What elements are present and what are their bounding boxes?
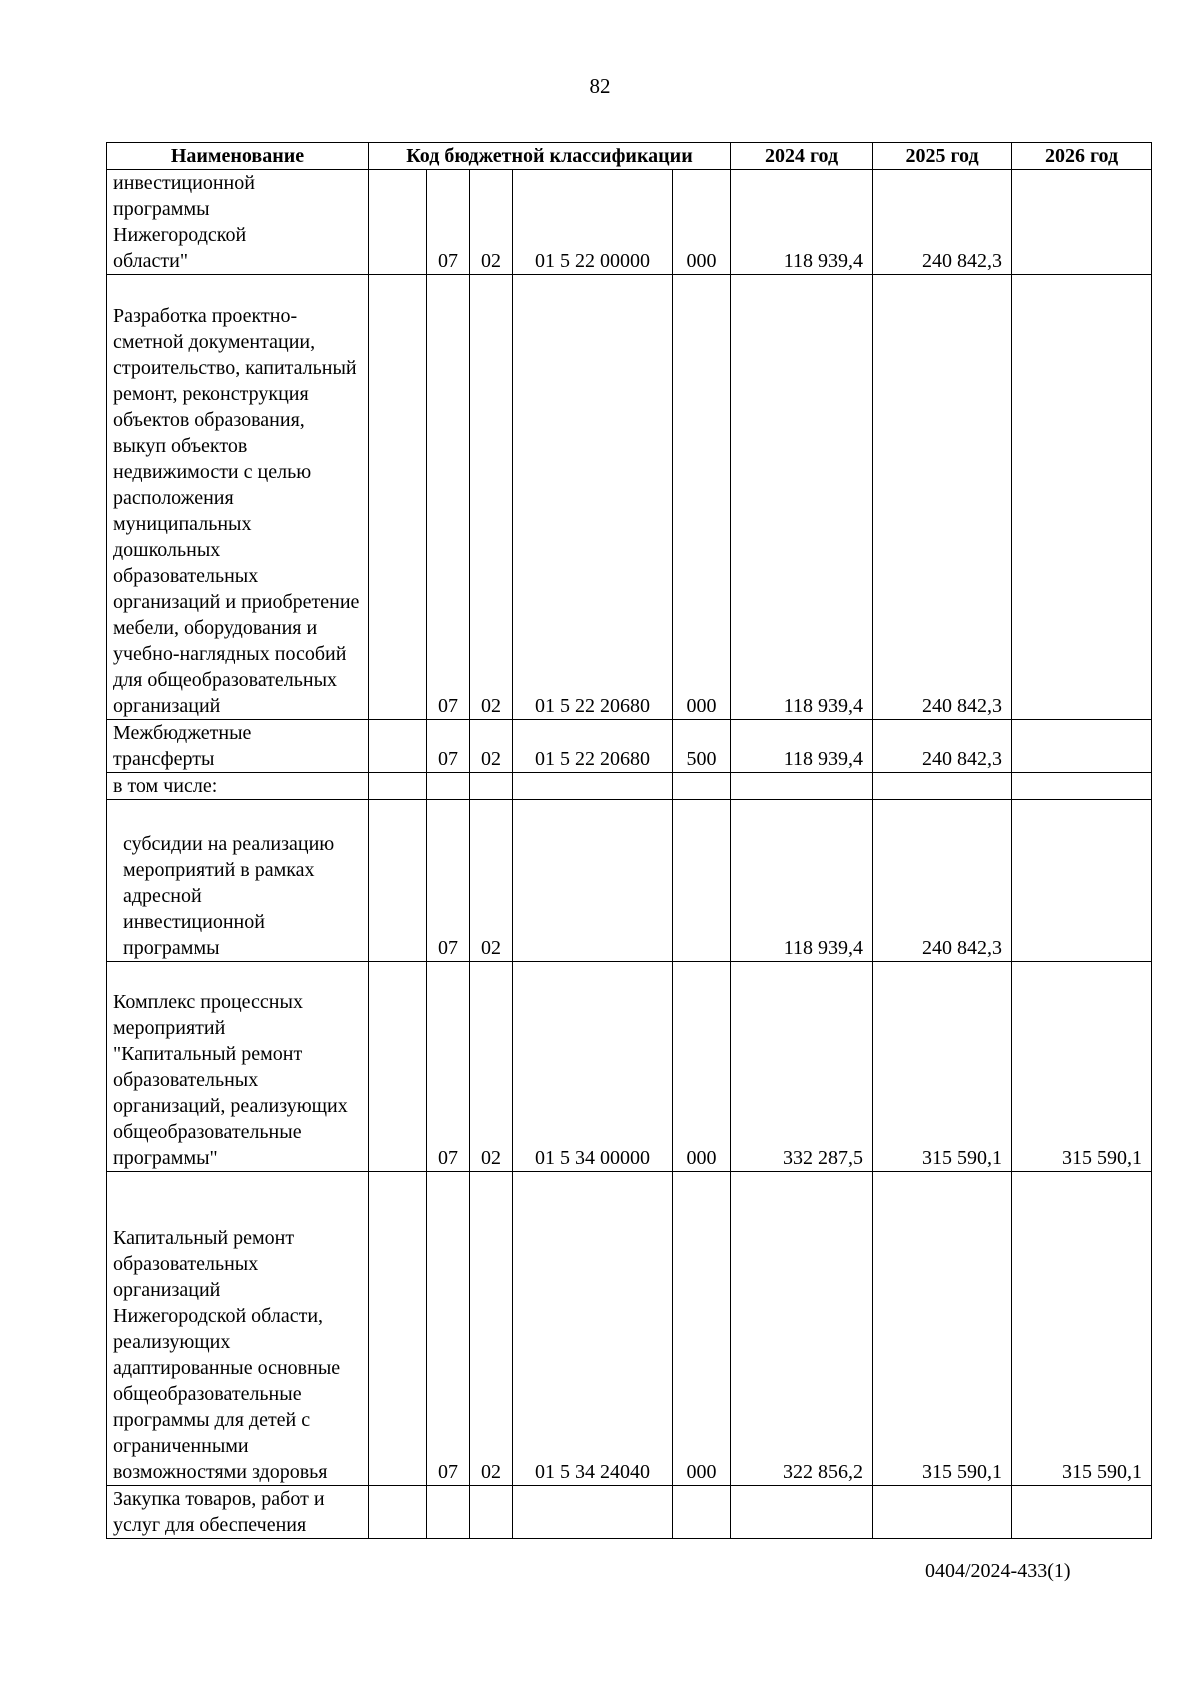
row-name: субсидии на реализацию мероприятий в рамках адресной инвестиционной программы [107,800,369,962]
row-section: 07 [427,275,470,720]
row-2024 [731,1486,873,1539]
row-name: Комплекс процессных мероприятий "Капитальный ремонт образовательных организаций, реализующих общеобразовательные программы" [107,962,369,1172]
empty-cell [369,773,427,800]
table-row [107,720,1152,773]
row-2025: 240 842,3 [873,720,1012,773]
row-expense-type: 000 [673,275,731,720]
table-row [107,773,1152,800]
row-2025 [873,1486,1012,1539]
empty-cell [369,962,427,1172]
row-2024: 332 287,5 [731,962,873,1172]
row-2025: 315 590,1 [873,1172,1012,1486]
row-2024: 118 939,4 [731,800,873,962]
row-name: Закупка товаров, работ и услуг для обеспечения [107,1486,369,1539]
row-expense-type: 000 [673,170,731,275]
row-section [427,773,470,800]
row-section: 07 [427,962,470,1172]
row-name: инвестиционной программы Нижегородской области" [107,170,369,275]
row-name: Межбюджетные трансферты [107,720,369,773]
row-subsection: 02 [470,275,513,720]
empty-cell [369,275,427,720]
row-2026 [1012,275,1152,720]
header-name: Наименование [107,143,369,170]
row-subsection [470,773,513,800]
row-target-code: 01 5 22 20680 [513,720,673,773]
row-section: 07 [427,800,470,962]
table-row [107,1486,1152,1539]
budget-table [106,142,1152,1539]
row-target-code [513,800,673,962]
row-subsection: 02 [470,962,513,1172]
row-section: 07 [427,1172,470,1486]
row-subsection: 02 [470,800,513,962]
row-target-code [513,773,673,800]
table-row [107,1172,1152,1486]
row-name: Разработка проектно-сметной документации, строительство, капитальный ремонт, реконструкция объектов образования, выкуп объектов недвижимости с целью расположения муниципальных дошкольных образовательных организаций и приобретение мебели, оборудования и учебно-наглядных пособий для общеобразовательных организаций [107,275,369,720]
table-row [107,800,1152,962]
header-2024: 2024 год [731,143,873,170]
empty-cell [369,1172,427,1486]
row-target-code: 01 5 22 00000 [513,170,673,275]
row-2024: 322 856,2 [731,1172,873,1486]
row-expense-type [673,773,731,800]
row-expense-type [673,1486,731,1539]
table-row [107,170,1152,275]
row-2026 [1012,773,1152,800]
row-2024 [731,773,873,800]
header-2026: 2026 год [1012,143,1152,170]
row-2026: 315 590,1 [1012,1172,1152,1486]
row-2024: 118 939,4 [731,720,873,773]
row-target-code: 01 5 34 24040 [513,1172,673,1486]
document-code: 0404/2024-433(1) [925,1560,1071,1582]
row-2024: 118 939,4 [731,275,873,720]
empty-cell [369,720,427,773]
row-2025 [873,773,1012,800]
table-row [107,275,1152,720]
row-subsection: 02 [470,720,513,773]
row-section: 07 [427,720,470,773]
empty-cell [369,1486,427,1539]
row-subsection: 02 [470,170,513,275]
row-2026: 315 590,1 [1012,962,1152,1172]
empty-cell [369,800,427,962]
row-2026 [1012,720,1152,773]
row-expense-type [673,800,731,962]
row-subsection: 02 [470,1172,513,1486]
row-subsection [470,1486,513,1539]
row-2025: 240 842,3 [873,170,1012,275]
row-target-code: 01 5 34 00000 [513,962,673,1172]
row-expense-type: 000 [673,962,731,1172]
row-2026 [1012,170,1152,275]
row-name: в том числе: [107,773,369,800]
row-name: Капитальный ремонт образовательных организаций Нижегородской области, реализующих адаптированные основные общеобразовательные программы для детей с ограниченными возможностями здоровья [107,1172,369,1486]
row-expense-type: 500 [673,720,731,773]
table-header-row [107,143,1152,170]
table-row [107,962,1152,1172]
row-2024: 118 939,4 [731,170,873,275]
page-number: 82 [589,74,611,98]
row-2025: 315 590,1 [873,962,1012,1172]
row-section [427,1486,470,1539]
row-2026 [1012,800,1152,962]
row-expense-type: 000 [673,1172,731,1486]
row-2025: 240 842,3 [873,275,1012,720]
row-2026 [1012,1486,1152,1539]
header-code: Код бюджетной классификации [369,143,731,170]
empty-cell [369,170,427,275]
row-2025: 240 842,3 [873,800,1012,962]
row-section: 07 [427,170,470,275]
row-target-code: 01 5 22 20680 [513,275,673,720]
header-2025: 2025 год [873,143,1012,170]
row-target-code [513,1486,673,1539]
